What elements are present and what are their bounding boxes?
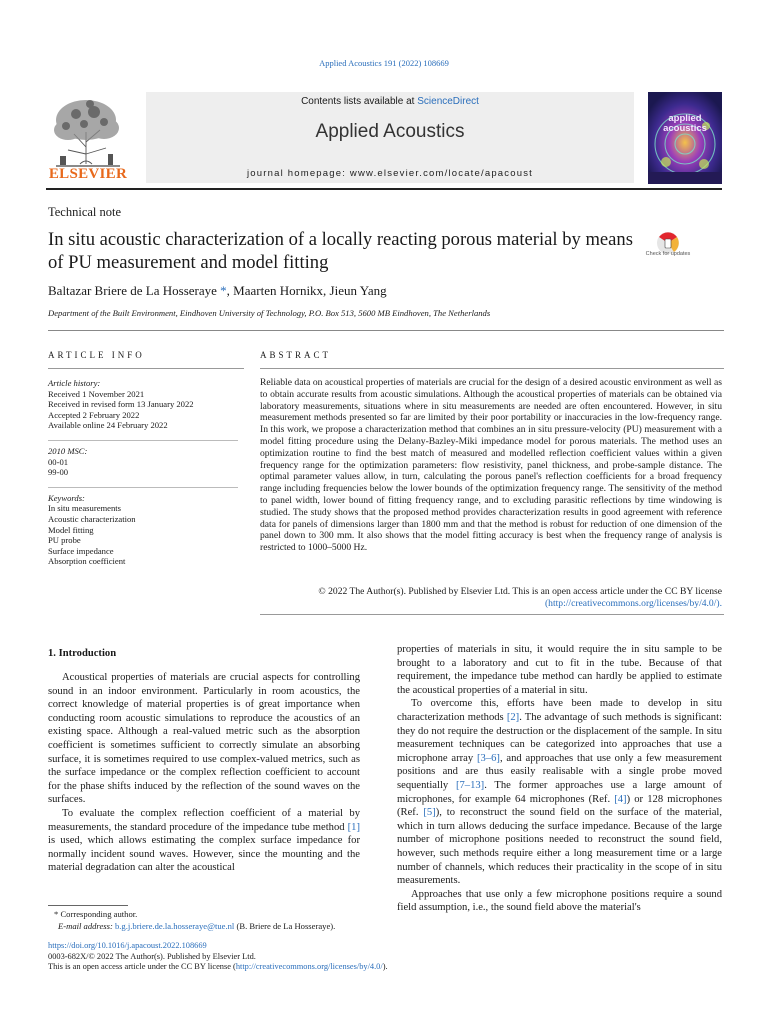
email-line (48, 920, 368, 932)
text-run: ) or 128 microphones (Ref. (397, 793, 722, 819)
citation-link[interactable]: [2] (506, 711, 520, 723)
footnote-rule (48, 905, 128, 906)
cover-line-1: applied (668, 113, 702, 124)
abstract-heading: ABSTRACT (260, 350, 332, 360)
abstract-copyright (260, 586, 722, 610)
citation-link[interactable]: [4] (614, 793, 627, 805)
keyword: PU probe (48, 535, 81, 546)
journal-homepage (146, 168, 634, 179)
article-title: In situ acoustic characterization of a locally reacting porous material by means of PU measurement and model fitting (48, 229, 633, 273)
journal-title: Applied Acoustics (315, 121, 465, 142)
license-link[interactable]: (http://creativecommons.org/licenses/by/4.0/). (544, 598, 722, 609)
check-for-updates-label: Check for updates (645, 251, 691, 257)
oa-prefix: This is an open access article under the CC BY license ( (48, 962, 236, 972)
author-list (48, 283, 387, 299)
article-type: Technical note (48, 205, 122, 219)
msc-code: 00-01 (48, 456, 69, 467)
publisher-wordmark: ELSEVIER (48, 166, 128, 182)
text-run: ), to reconstruct the sound field on the surface of the material, which in turn allows deducing the surface impedance. Because of the large number of microphone positions needed to reconstruct the sound field, however, such methods require either a long measurement time or a large number of channels, which reduces their practicality in the scope of in situ measurements. (397, 807, 722, 887)
oa-suffix: ). (382, 962, 388, 972)
issn-line: 0003-682X/© 2022 The Author(s). Published by Elsevier Ltd. (48, 951, 256, 961)
email-label: E-mail address: (58, 921, 115, 931)
text-run: is used, which allows estimating the complex surface impedance for normally incident sound waves. However, since the mounting and the material degradation can alter the acoustical (48, 835, 360, 874)
corresponding-author-note: * Corresponding author. (54, 909, 138, 919)
homepage-url[interactable]: www.elsevier.com/locate/apacoust (349, 168, 534, 179)
abstract-rule-bottom (260, 614, 724, 615)
text-run: . The advantage of such methods is significant: they do not require the destruction or the displacement of the sample. In situ measurement techniques can be categorized into approaches that use a microphone array (397, 711, 722, 764)
history-label: Article history: (48, 378, 101, 388)
history-group (48, 378, 238, 431)
msc-group (48, 440, 238, 478)
paragraph (397, 697, 722, 887)
sciencedirect-link[interactable]: ScienceDirect (417, 96, 479, 107)
history-received: Received 1 November 2021 (48, 388, 145, 399)
affiliation: Department of the Built Environment, Eindhoven University of Technology, P.O. Box 513, 5600 MB Eindhoven, The Netherlands (48, 308, 491, 318)
title-rule (48, 330, 724, 331)
citation-link[interactable]: [1] (347, 821, 360, 833)
corresponding-author-marker[interactable]: * (216, 283, 227, 298)
keywords-group (48, 487, 238, 567)
abstract-rule-top (260, 368, 724, 369)
keyword: Surface impedance (48, 545, 114, 556)
check-for-updates-icon[interactable] (648, 229, 688, 269)
doi-link[interactable]: https://doi.org/10.1016/j.apacoust.2022.108669 (48, 941, 207, 950)
author-first: Baltazar Briere de La Hosseraye (48, 283, 217, 298)
msc-code: 99-00 (48, 467, 69, 478)
history-accepted: Accepted 2 February 2022 (48, 409, 140, 420)
msc-label: 2010 MSC: (48, 445, 88, 456)
header-rule (46, 188, 722, 190)
oa-license-link[interactable]: http://creativecommons.org/licenses/by/4.0/ (235, 962, 383, 972)
keyword: In situ measurements (48, 503, 122, 514)
email-link[interactable]: b.g.j.briere.de.la.hosseraye@tue.nl (114, 921, 235, 931)
paragraph: properties of materials in situ, it would require the in situ sample to be brought to a laboratory and cut to fit in the tube. Because of that requirement, the impedance tube method can hardly be applied to estimate the acoustical properties of a material in situ. (397, 644, 722, 696)
open-access-line (48, 962, 724, 973)
homepage-prefix: journal homepage: (246, 168, 350, 179)
keyword: Acoustic characterization (48, 513, 136, 524)
paragraph: Approaches that use only a few microphone positions require a sound field assumption, i.e., the sound field above the material's (397, 888, 722, 914)
keyword: Model fitting (48, 524, 94, 535)
text-run: , and approaches that use only a few measurement positions and are thus easily realisable with a single probe moved sequentially (397, 752, 722, 791)
paragraph (48, 807, 360, 875)
body-column-left (48, 671, 360, 875)
body-column-right (397, 643, 722, 915)
keywords-label: Keywords: (48, 492, 85, 503)
citation-link[interactable]: [5] (423, 807, 436, 819)
email-suffix: (B. Briere de La Hosseraye). (234, 921, 336, 931)
journal-cover-image[interactable] (648, 92, 722, 184)
journal-reference[interactable]: Applied Acoustics 191 (2022) 108669 (319, 58, 449, 68)
info-rule (48, 368, 244, 369)
paragraph: Acoustical properties of materials are crucial aspects for controlling sound in an indoor environment. Particularly in room acoustics, the correct knowledge of material properties is of great importance when conducting room acoustic simulations to reproduce the acoustics of an existing space. Although a real-valued metric such as the absorption coefficient is sometimes sufficient to correctly simulate an absorbing surface, it is sometimes required to use complex-valued metrics, such as the surface impedance or the complex reflection coefficient to account for the phase shifts induced by the reflection of the sound waves on the surfaces. (48, 672, 360, 806)
history-online: Available online 24 February 2022 (48, 420, 168, 431)
text-run: To overcome this, efforts have been made to develop in situ characterization methods (397, 698, 722, 723)
article-info-heading: ARTICLE INFO (48, 350, 145, 360)
citation-link[interactable]: [7–13] (455, 779, 485, 791)
contents-prefix: Contents lists available at (301, 96, 418, 107)
cover-line-2: acoustics (663, 123, 707, 134)
keyword: Absorption coefficient (48, 556, 126, 567)
page-footer (48, 941, 724, 973)
copyright-line: © 2022 The Author(s). Published by Elsevier Ltd. This is an open access article under the CC BY license (318, 586, 722, 597)
article-info-column (48, 378, 238, 576)
text-run: . The former approaches use a large amount of microphones, for example 64 microphones (Ref. (397, 779, 722, 805)
author-rest: , Maarten Hornikx, Jieun Yang (226, 283, 387, 298)
history-revised: Received in revised form 13 January 2022 (48, 399, 194, 410)
cover-title (648, 114, 722, 134)
section-heading-introduction: 1. Introduction (48, 648, 117, 659)
text-run: To evaluate the complex reflection coefficient of a material by measurements, the standard procedure of the impedance tube method (48, 807, 360, 833)
contents-line (146, 96, 634, 107)
citation-link[interactable]: [3–6] (477, 752, 500, 764)
footnote (48, 908, 368, 932)
abstract-text: Reliable data on acoustical properties of materials are crucial for the design of a desired acoustic environment as well as to obtain accurate results from acoustic simulations. Although the acoustical properties of materials can be obtained via laboratory measurements, situations where in situ measurements are needed are often encountered. However, in situ measurement methods presented so far are limited by their poor portability or inaccuracies in the low-frequency range. In this work, we propose a characterization method that combines an in situ pressure-velocity (PU) measurement with a model fitting procedure using the Delany-Bazley-Miki impedance model for porous materials. The method uses an optimization routine to find the best match of measured and modelled reflection coefficient values within a given frequency range for the optimization parameters: flow resistivity, panel thickness, and probe-sample distance. The optimal parameter values allow, in turn, calculating the porous panel's reflection coefficients for a broad frequency range including frequencies below the lower bounds of the optimization frequency range. The sensitivity of the method to panel width, lower bound of fitting frequency range, and to excluding parasitic reflections by time windowing is studied. The study shows that the proposed method provides characterization results in good agreement with reference data for panels of dimensions larger than 1800 mm and that the method is robust for reduction of one dimension of the panel down to 300 mm. It also shows that the model fitting accuracy is best when the frequency range of analysis is restricted to 1000–5000 Hz. (260, 377, 722, 554)
